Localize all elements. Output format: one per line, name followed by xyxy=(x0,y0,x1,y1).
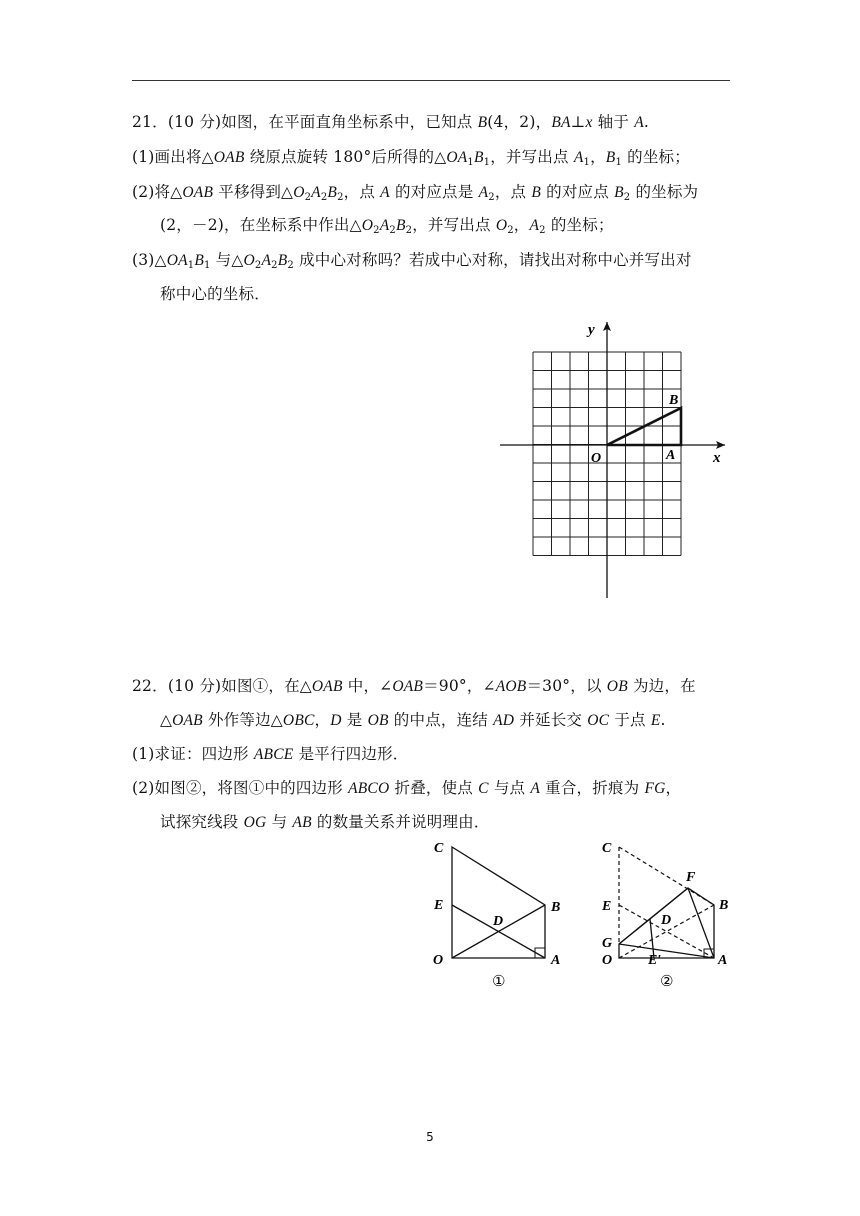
fig2-label-e-prime: E′ xyxy=(648,953,662,968)
fig2-label-g: G xyxy=(602,936,613,951)
text-segment: 1 xyxy=(203,260,211,271)
fig1-label-a: A xyxy=(551,953,561,968)
point-b-label: B xyxy=(669,393,679,408)
text-segment: 的坐标； xyxy=(622,148,690,166)
text-segment: 2 xyxy=(507,225,514,236)
q21-part3-line1 xyxy=(132,249,692,272)
page-number: 5 xyxy=(426,1130,434,1144)
text-segment: 2 xyxy=(389,225,396,236)
text-segment: 试探究线段 xyxy=(160,813,244,831)
text-segment: O xyxy=(243,252,255,269)
text-segment: 的中点，连结 xyxy=(388,711,494,729)
text-segment: 1 xyxy=(187,260,195,271)
text-segment: (4，2)， xyxy=(487,113,552,131)
text-segment: 绕原点旋转 180°后所得的△ xyxy=(244,148,447,166)
text-segment: ABCE xyxy=(253,746,294,763)
fig2-segment-fa xyxy=(688,888,714,958)
q22-figure-1 xyxy=(420,835,580,995)
text-segment: 与点 xyxy=(488,779,531,797)
text-segment: . xyxy=(660,711,666,729)
y-axis-label: y xyxy=(588,322,595,338)
text-segment: 是平行四边形． xyxy=(293,745,409,763)
text-segment: OAB xyxy=(311,678,343,695)
text-segment: (2)如图②，将图①中的四边形 xyxy=(132,779,349,797)
text-segment: 2 xyxy=(373,225,380,236)
text-segment: B xyxy=(477,114,488,131)
text-segment: 轴于 xyxy=(592,113,635,131)
text-segment: AD xyxy=(493,712,515,729)
text-segment: OB xyxy=(367,712,389,729)
text-segment: . xyxy=(643,113,649,131)
text-segment: 于点 xyxy=(609,711,651,729)
q22-part2-line1 xyxy=(132,777,681,800)
text-segment: 重合，折痕为 xyxy=(540,779,645,797)
text-segment: A xyxy=(311,184,321,201)
fig1-label-o: O xyxy=(433,953,444,968)
text-segment: E xyxy=(650,712,661,729)
q21-stem xyxy=(132,111,649,134)
text-segment: B xyxy=(327,184,338,201)
text-segment: OBC xyxy=(282,712,315,729)
text-segment: ＝30°，以 xyxy=(526,677,607,695)
fig2-label-c: C xyxy=(602,841,612,856)
text-segment: 是 xyxy=(341,711,368,729)
text-segment: 的坐标为 xyxy=(630,183,699,201)
text-segment: A xyxy=(380,184,390,201)
text-segment: ，点 xyxy=(494,183,532,201)
q22-figure-2 xyxy=(590,835,740,995)
text-segment: ，点 xyxy=(343,183,381,201)
text-segment: 22．(10 分)如图①，在△ xyxy=(132,677,312,695)
text-segment: ， xyxy=(314,711,331,729)
text-segment: 为边，在 xyxy=(627,677,696,695)
text-segment: 21．(10 分)如图，在平面直角坐标系中，已知点 xyxy=(132,113,478,131)
text-segment: OA xyxy=(166,252,188,269)
text-segment: 2 xyxy=(623,192,631,203)
text-segment: (1)画出将△ xyxy=(132,148,214,166)
text-segment: 成中心对称吗？若成中心对称，请找出对称中心并写出对 xyxy=(293,251,692,269)
q22-part1 xyxy=(132,743,408,766)
text-segment: AOB xyxy=(495,678,527,695)
fig1-label-c: C xyxy=(434,841,444,856)
text-segment: OA xyxy=(446,149,468,166)
text-segment: A xyxy=(573,149,584,166)
text-segment: (2，－2)，在坐标系中作出△ xyxy=(160,216,362,234)
text-segment: 2 xyxy=(320,192,328,203)
text-segment: OAB xyxy=(392,678,424,695)
fig1-label-b: B xyxy=(551,900,561,915)
fig2-label-o: O xyxy=(602,953,613,968)
fig1-label-e: E xyxy=(434,898,444,913)
q22-part2-line2 xyxy=(160,811,490,834)
q21-part1 xyxy=(132,146,690,169)
fig2-crease-fg xyxy=(619,888,688,944)
header-rule xyxy=(132,80,730,81)
x-axis-label: x xyxy=(713,450,721,466)
text-segment: A xyxy=(530,780,541,797)
text-segment: 1 xyxy=(583,157,591,168)
text-segment: OB xyxy=(606,678,628,695)
text-segment: 的坐标； xyxy=(545,216,614,234)
text-segment: (3)△ xyxy=(132,251,167,269)
fig1-label-d: D xyxy=(493,914,504,929)
fig2-label-d: D xyxy=(661,913,672,928)
text-segment: 2 xyxy=(488,192,495,203)
text-segment: O xyxy=(495,217,508,234)
q21-part3-line2: 称中心的坐标． xyxy=(160,285,270,303)
text-segment: B xyxy=(194,252,204,269)
text-segment: A xyxy=(634,114,644,131)
q22-stem-line1 xyxy=(132,675,696,698)
fig2-segment-ga xyxy=(619,944,714,958)
fig2-label-b: B xyxy=(719,898,729,913)
text-segment: 与△ xyxy=(210,251,244,269)
text-segment: OAB xyxy=(182,184,214,201)
fig2-label-e: E xyxy=(602,899,612,914)
text-segment: ⊥ xyxy=(570,113,586,131)
text-segment: OAB xyxy=(172,712,203,729)
text-segment: △ xyxy=(160,711,173,729)
text-segment: O xyxy=(361,217,374,234)
quadrilateral-abco xyxy=(452,847,545,958)
origin-label: O xyxy=(591,451,602,466)
fig2-label-a: A xyxy=(718,953,728,968)
text-segment: ABCO xyxy=(348,780,390,797)
text-segment: B xyxy=(277,252,288,269)
text-segment: B xyxy=(531,184,542,201)
text-segment: 折叠，使点 xyxy=(389,779,479,797)
text-segment: 2 xyxy=(337,192,344,203)
text-segment: ＝90°，∠ xyxy=(423,677,496,695)
text-segment: (1)求证：四边形 xyxy=(132,745,254,763)
text-segment: ， xyxy=(665,779,682,797)
text-segment: ，并写出点 xyxy=(490,148,574,166)
text-segment: ， xyxy=(590,148,606,166)
fig1-caption: ① xyxy=(492,972,506,990)
text-segment: A xyxy=(261,252,272,269)
text-segment: ， xyxy=(513,216,530,234)
text-segment: 平移得到△ xyxy=(213,183,294,201)
text-segment: (2)将△ xyxy=(132,183,183,201)
text-segment: FG xyxy=(644,780,666,797)
text-segment: AB xyxy=(292,814,312,831)
point-a-label: A xyxy=(666,448,676,463)
text-segment: 2 xyxy=(287,260,294,271)
text-segment: 中，∠ xyxy=(342,677,393,695)
text-segment: 2 xyxy=(254,260,262,271)
text-segment: 外作等边△ xyxy=(202,711,283,729)
q21-part2-line2 xyxy=(160,214,614,237)
text-segment: 2 xyxy=(405,225,413,236)
text-segment: 2 xyxy=(304,192,312,203)
text-segment: A xyxy=(379,217,390,234)
text-segment: C xyxy=(478,780,489,797)
text-segment: OG xyxy=(243,814,267,831)
text-segment: 的数量关系并说明理由． xyxy=(311,813,490,831)
text-segment: BA xyxy=(551,114,571,131)
text-segment: OC xyxy=(587,712,610,729)
text-segment: D xyxy=(330,712,342,729)
text-segment: 2 xyxy=(271,260,278,271)
text-segment: ，并写出点 xyxy=(412,216,496,234)
text-segment: B xyxy=(473,149,484,166)
text-segment: OAB xyxy=(213,149,245,166)
text-segment: B xyxy=(605,149,616,166)
q21-coordinate-grid-figure xyxy=(490,310,740,610)
text-segment: B xyxy=(395,217,406,234)
fig2-caption: ② xyxy=(660,972,674,990)
text-segment: A xyxy=(529,217,540,234)
text-segment: 与 xyxy=(266,813,293,831)
text-segment: x xyxy=(585,114,593,131)
text-segment: 1 xyxy=(467,157,474,168)
q21-part2-line1 xyxy=(132,181,698,204)
text-segment: 1 xyxy=(483,157,491,168)
text-segment: 2 xyxy=(539,225,546,236)
q22-stem-line2 xyxy=(160,709,666,732)
text-segment: A xyxy=(478,184,489,201)
fig2-label-f: F xyxy=(686,870,696,885)
text-segment: B xyxy=(614,184,624,201)
text-segment: 的对应点是 xyxy=(389,183,479,201)
text-segment: 1 xyxy=(615,157,622,168)
text-segment: 并延长交 xyxy=(514,711,588,729)
text-segment: 的对应点 xyxy=(541,183,615,201)
text-segment: O xyxy=(293,184,305,201)
